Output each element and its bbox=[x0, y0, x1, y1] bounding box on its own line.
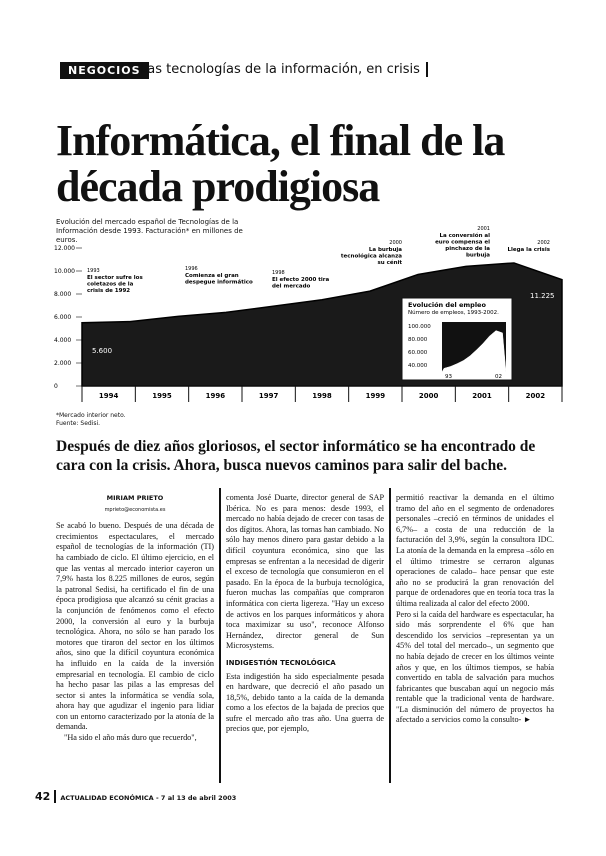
headline: Informática, el final de la década prodigiosa bbox=[56, 116, 505, 211]
chart-annotation bbox=[185, 266, 253, 286]
chart-annotation bbox=[87, 268, 143, 294]
annotation-text: tecnológica alcanza bbox=[340, 253, 402, 260]
y-tick-label: 10.000 bbox=[54, 268, 75, 275]
x-tick-label: 1995 bbox=[152, 392, 172, 400]
subhead: INDIGESTIÓN TECNOLÓGICA bbox=[226, 658, 336, 667]
footer bbox=[35, 790, 236, 803]
chart-annotation bbox=[341, 240, 402, 266]
col1-text: Se acabó lo bueno. Después de una década de crecimientos espectaculares, el mercado español de tecnologías de la información (TI) ha cambiado de ciclo. El último ejercicio, en el que las ventas al mercado interior cayeron un 7,9% hasta los 8.225 millones de euros, según la patronal Sedisi, ha certificado el fin de una época prodigiosa que alcanzó su cénit gracias a la conjunción de fenómenos como el efecto 2000, la conversión al euro y la burbuja tecnológica. Ahora, no sólo se han parado los motores que tiraron del sector en los últimos años, sino que la difícil coyuntura económica ha influido en la caída de la inversión empresarial en tecnología. El cambio de ciclo ha hecho pasar las pilas a las empresas del sector si antes la informática se vendía sola, ahora hay que agudizar el ingenio para lidiar con un entorno caracterizado por la atonía de la demanda. bbox=[56, 521, 214, 732]
inset-y-tick: 60.000 bbox=[408, 350, 428, 356]
chart-annotation bbox=[508, 240, 551, 253]
col3b-text: Pero si la caída del hardware es espectacular, ha sido más sorprendente el 6% que han descendido los servicios –representan ya un 45% del total del mercado–, un segmento que no había dejado de crecer en los últimos veinte años y que, en los últimos tiempos, se había convertido en tabla de salvación para muchos fabricantes que buscaban aquí un negocio más rentable que la tradicional venta de hardware. "La disminución del número de proyectos ha afectado a servicios como la consulto- ► bbox=[396, 609, 554, 725]
annotation-text: del mercado bbox=[272, 283, 311, 290]
col2b-text: Esta indigestión ha sido especialmente pesada en hardware, que decreció el año pasado un 18,5%, debido tanto a la caída de la demanda como a los efectos de la bajada de precios que sufre el mercado año tras año. Una guerra de precios que, por ejemplo, bbox=[226, 671, 384, 734]
col2-text: comenta José Duarte, director general de SAP Ibérica. No es para menos: desde 1993, el mercado no había dejado de crecer con tasas de dos dígitos. Ahora, las tornas han cambiado. No sólo hay menos dinero para gastar debido a la difícil coyuntura económica, sino que las empresas se enfrentan a la necesidad de digerir el exceso de tecnología que consumieron en el pasado. En la época de la burbuja tecnológica, fueron muchas las compañías que compraron informática con cierta ligereza. "Hay un exceso de activos en los parques informáticos y ahora toca maximizar su uso", reconoce Alfonso Hernández, director general de Sun Microsystems. bbox=[226, 493, 384, 651]
inset-x-start: 93 bbox=[445, 374, 452, 380]
annotation-year: 1996 bbox=[185, 266, 198, 272]
annotation-text: La burbuja bbox=[368, 247, 402, 253]
page-number: 42 bbox=[35, 790, 56, 803]
start-value-label: 5.600 bbox=[92, 347, 113, 355]
section-tag: NEGOCIOS bbox=[60, 62, 149, 79]
annotation-text: El sector sufre los bbox=[87, 275, 143, 281]
article-col-2 bbox=[226, 493, 384, 735]
section-title: Las tecnologías de la información, en crisis bbox=[140, 62, 428, 77]
annotation-year: 2002 bbox=[537, 240, 550, 246]
chart-note: *Mercado interior neto. bbox=[56, 412, 126, 419]
col-divider bbox=[219, 488, 221, 783]
annotation-text: crisis de 1992 bbox=[87, 288, 131, 294]
annotation-year: 1993 bbox=[87, 268, 100, 274]
x-tick-label: 2000 bbox=[418, 392, 439, 400]
x-tick-label: 1999 bbox=[365, 392, 386, 400]
chart-annotation bbox=[272, 270, 329, 290]
author: MIRIAM PRIETO bbox=[106, 494, 164, 502]
x-tick-label: 1996 bbox=[205, 392, 226, 400]
annotation-text: burbuja bbox=[465, 252, 490, 259]
end-value-label: 11.225 bbox=[530, 292, 555, 300]
y-tick-label: 0 bbox=[54, 383, 58, 390]
annotation-text: El efecto 2000 tira bbox=[272, 277, 330, 283]
y-tick-label: 6.000 bbox=[54, 314, 72, 321]
author-email: mprieto@economista.es bbox=[104, 506, 166, 513]
chart-source: Fuente: Sedisi. bbox=[56, 420, 101, 427]
annotation-text: Llega la crisis bbox=[507, 247, 550, 253]
annotation-text: Comienza el gran bbox=[185, 273, 239, 279]
x-tick-label: 1997 bbox=[258, 392, 279, 400]
col3-text: permitió reactivar la demanda en el último tramo del año en el segmento de ordenadores personales –creció en términos de unidades el 6,7%– a costa de una reducción de la facturación del 3,9%, según la consultora IDC. La atonía de la demanda en la empresa –sólo en el último trimestre se cerraron algunas operaciones de calado– hace pensar que este año no se producirá la gran renovación del parque de ordenadores que en teoría toca tras la última realizada al calor del efecto 2000. bbox=[396, 493, 554, 608]
y-tick-label: 12.000 bbox=[54, 245, 75, 252]
x-tick-label: 2001 bbox=[472, 392, 492, 400]
x-tick-label: 2002 bbox=[525, 392, 546, 400]
inset-subtitle: Número de empleos, 1993-2002. bbox=[408, 310, 499, 316]
annotation-year: 2000 bbox=[389, 240, 402, 246]
annotation-text: euro compensa el bbox=[435, 239, 490, 246]
inset-y-tick: 40.000 bbox=[408, 363, 428, 369]
article-col-1 bbox=[56, 493, 214, 744]
chart-intro: Evolución del mercado español de Tecnologías de la Información desde 1993. Facturación* en millones de euros. bbox=[56, 218, 243, 244]
x-tick-label: 1994 bbox=[98, 392, 119, 400]
annotation-text: La conversión al bbox=[439, 233, 490, 239]
annotation-year: 2001 bbox=[477, 226, 490, 232]
annotation-text: coletazos de la bbox=[87, 281, 134, 288]
inset-y-tick: 80.000 bbox=[408, 337, 428, 343]
annotation-text: su cénit bbox=[377, 260, 402, 266]
employment-inset bbox=[402, 298, 512, 380]
col-divider bbox=[389, 488, 391, 783]
inset-x-end: 02 bbox=[495, 374, 502, 380]
y-tick-label: 8.000 bbox=[54, 291, 72, 298]
y-tick-label: 2.000 bbox=[54, 360, 72, 367]
inset-title: Evolución del empleo bbox=[408, 301, 486, 309]
chart-annotation bbox=[435, 226, 490, 259]
col1-end: "Ha sido el año más duro que recuerdo", bbox=[64, 733, 197, 743]
x-tick-label: 1998 bbox=[312, 392, 332, 400]
y-tick-label: 4.000 bbox=[54, 337, 72, 344]
publication: ACTUALIDAD ECONÓMICA - 7 al 13 de abril 2003 bbox=[60, 794, 237, 802]
article-col-3 bbox=[396, 493, 554, 726]
deck: Después de diez años gloriosos, el sector informático se ha encontrado de cara con la crisis. Ahora, busca nuevos caminos para salir del bache. bbox=[56, 438, 536, 474]
inset-y-tick: 100.000 bbox=[408, 324, 431, 330]
annotation-text: despegue informático bbox=[185, 279, 253, 286]
annotation-year: 1998 bbox=[272, 270, 285, 276]
annotation-text: pinchazo de la bbox=[445, 246, 490, 252]
